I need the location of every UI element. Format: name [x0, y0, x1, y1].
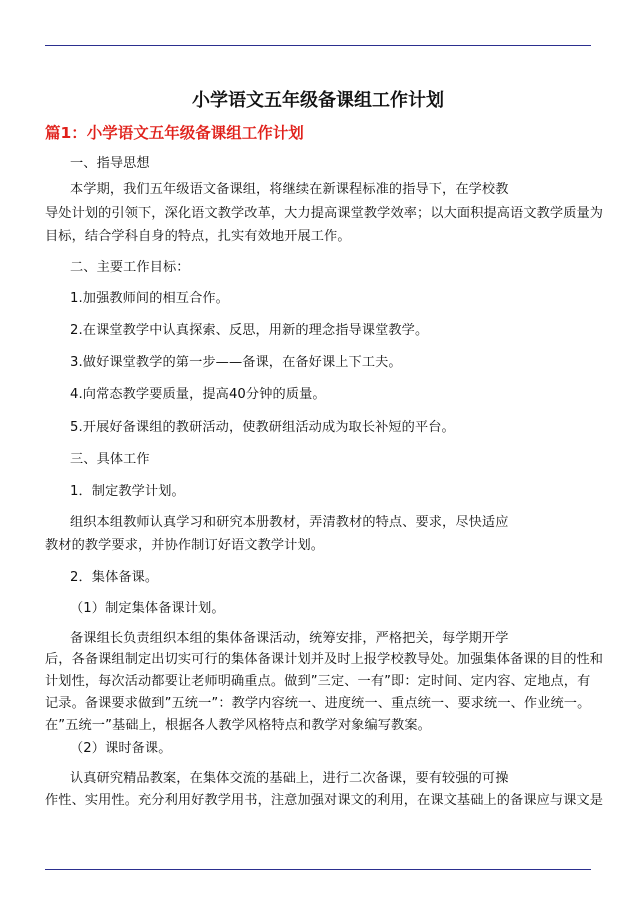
- text-line: 二、主要工作目标：: [70, 260, 190, 275]
- text-line: 导处计划的引领下，深化语文教学改革，大力提高课堂教学效率；以大面积提高语文教学质量为: [45, 206, 604, 221]
- text-line: 1．制定教学计划。: [70, 484, 185, 499]
- text-line: 在”五统一”基础上，根据各人教学风格特点和教学对象编写教案。: [45, 718, 431, 733]
- document-title: 小学语文五年级备课组工作计划: [192, 90, 444, 111]
- text-line: 目标，结合学科自身的特点，扎实有效地开展工作。: [45, 229, 351, 244]
- text-line: 备课组长负责组织本组的集体备课活动，统筹安排，严格把关，每学期开学: [70, 631, 509, 646]
- text-line: （1）制定集体备课计划。: [70, 601, 225, 616]
- text-line: 计划性，每次活动都要让老师明确重点。做到”三定、一有”即：定时间、定内容、定地点，有: [45, 674, 591, 689]
- text-line: 组织本组教师认真学习和研究本册教材，弄清教材的特点、要求，尽快适应: [70, 515, 509, 530]
- text-line: 记录。备课要求做到”五统一”：教学内容统一、进度统一、重点统一、要求统一、作业统一。: [45, 696, 591, 711]
- text-line: 本学期，我们五年级语文备课组，将继续在新课程标准的指导下，在学校教: [70, 182, 509, 197]
- text-line: （2）课时备课。: [70, 741, 172, 756]
- text-line: 5.开展好备课组的教研活动，使教研组活动成为取长补短的平台。: [70, 420, 455, 435]
- text-line: 后，各备课组制定出切实可行的集体备课计划并及时上报学校教导处。加强集体备课的目的性和: [45, 652, 604, 667]
- text-line: 2．集体备课。: [70, 570, 159, 585]
- text-line: 三、具体工作: [70, 452, 150, 467]
- text-line: 1.加强教师间的相互合作。: [70, 291, 229, 306]
- text-line: 2.在课堂教学中认真探索、反思，用新的理念指导课堂教学。: [70, 323, 429, 338]
- section-heading: 篇1：小学语文五年级备课组工作计划: [45, 124, 304, 142]
- text-line: 认真研究精品教案，在集体交流的基础上，进行二次备课，要有较强的可操: [70, 771, 509, 786]
- top-rule: [45, 45, 591, 46]
- text-line: 教材的教学要求，并协作制订好语文教学计划。: [45, 538, 325, 553]
- bottom-rule: [45, 869, 591, 870]
- text-line: 作性、实用性。充分利用好教学用书，注意加强对课文的利用，在课文基础上的备课应与课文是: [45, 793, 604, 808]
- text-line: 4.向常态教学要质量，提高40分钟的质量。: [70, 387, 326, 402]
- text-line: 一、指导思想: [70, 156, 150, 171]
- text-line: 3.做好课堂教学的第一步——备课，在备好课上下工夫。: [70, 355, 402, 370]
